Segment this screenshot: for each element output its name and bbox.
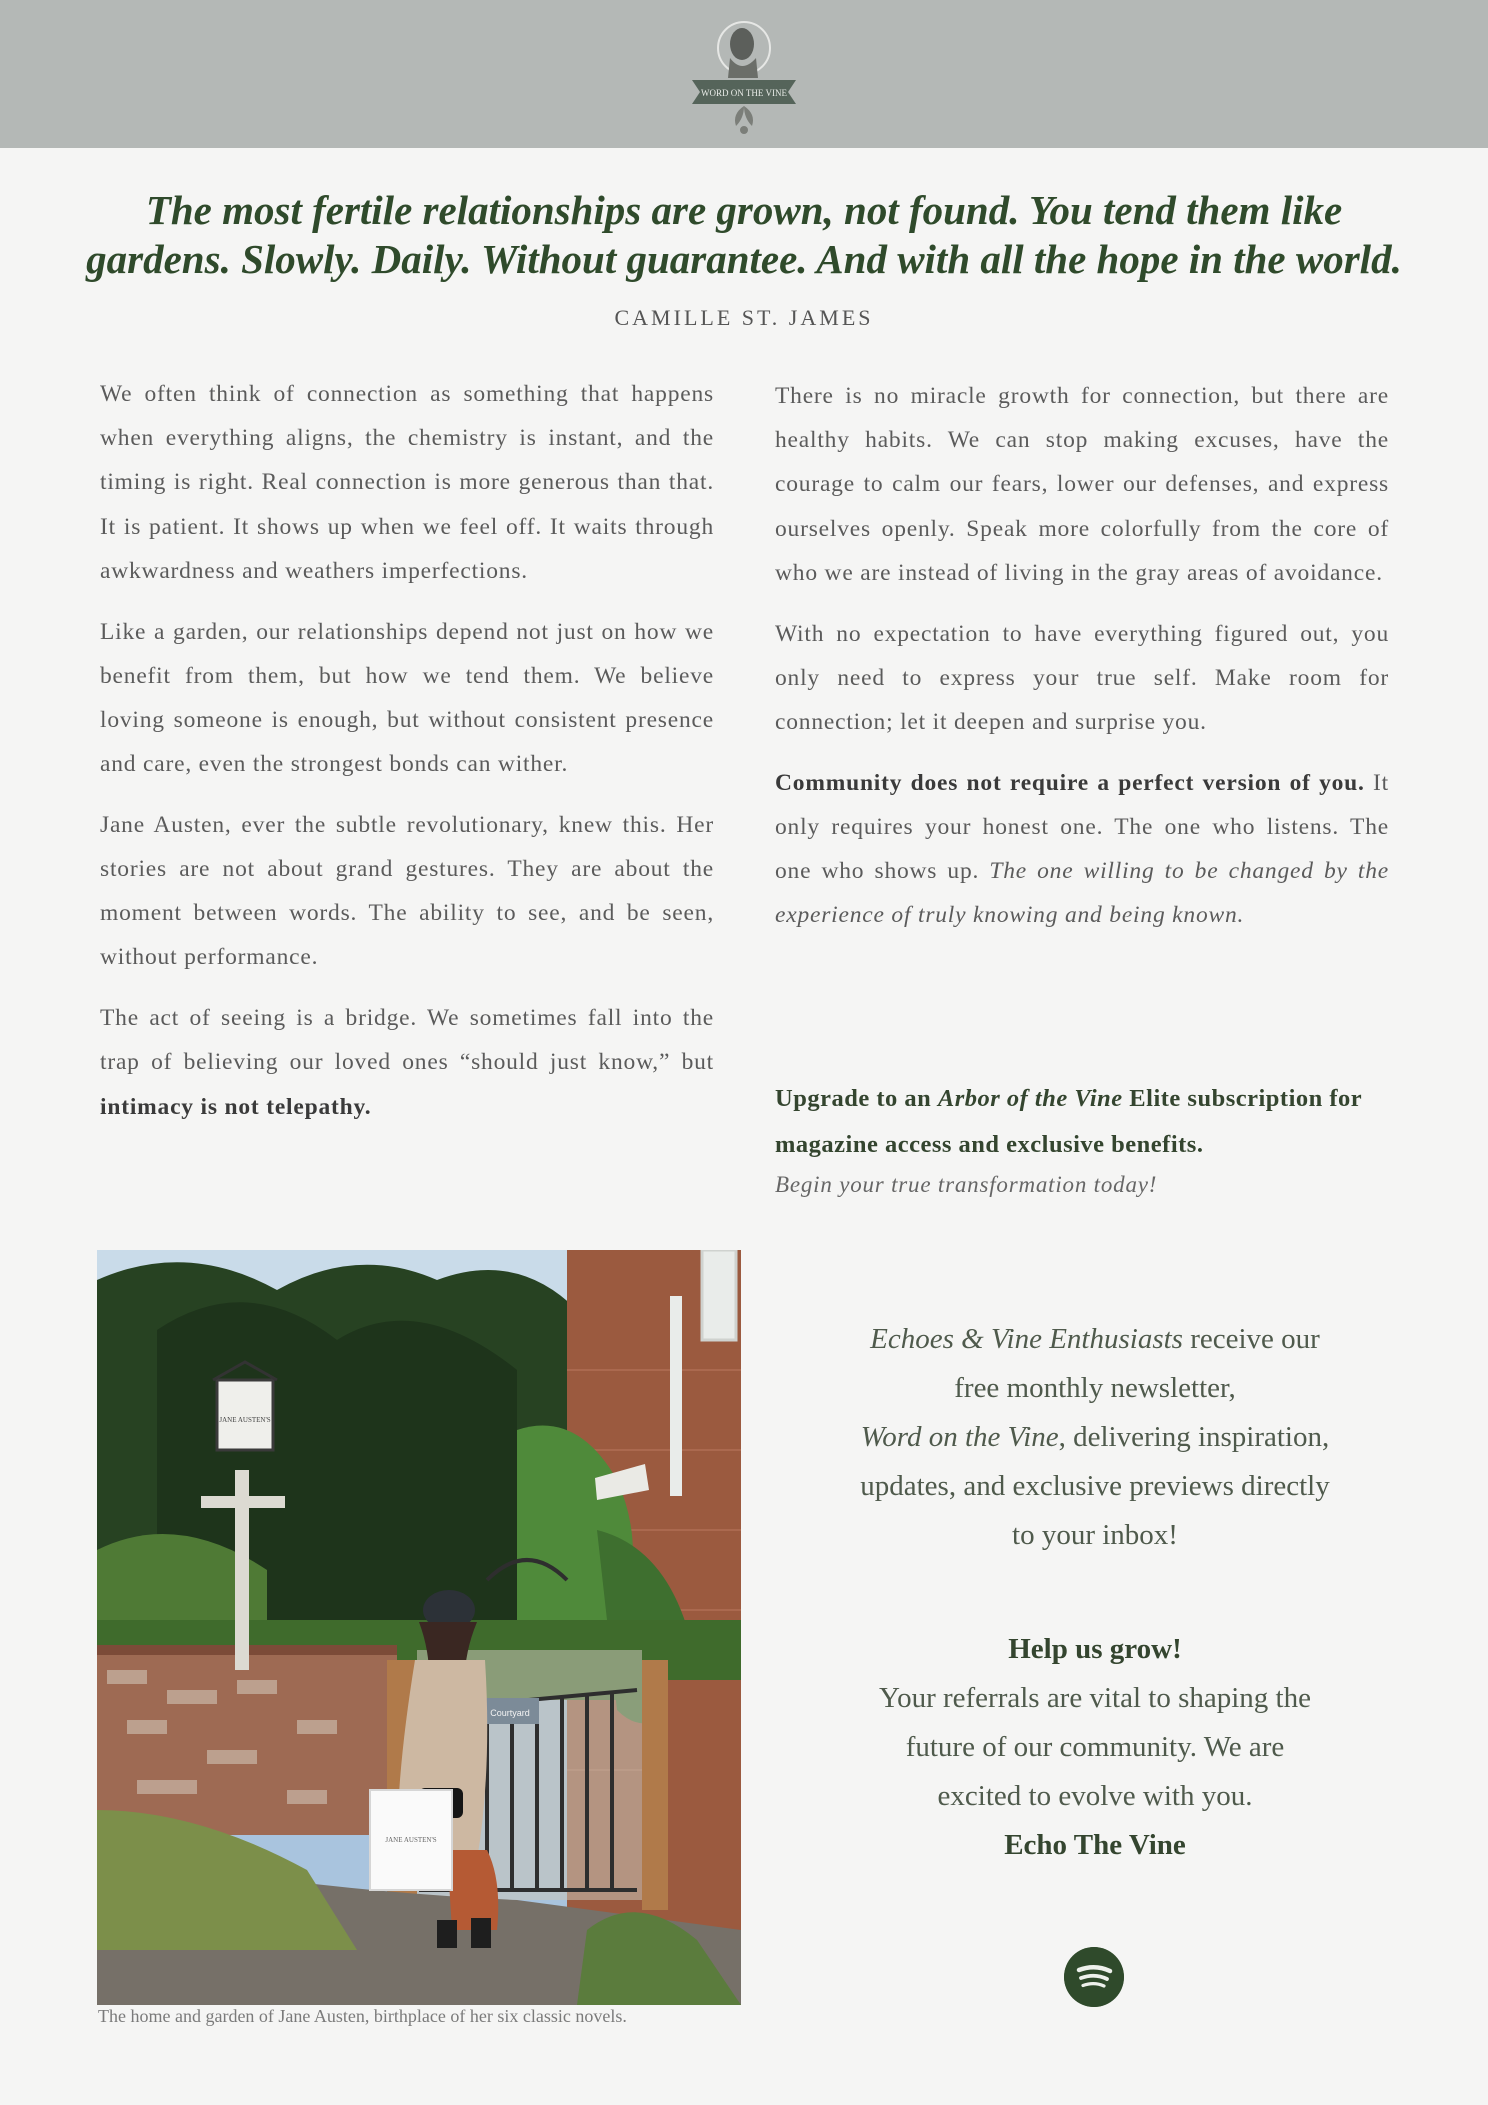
- right-paragraph-3: [775, 761, 1389, 938]
- referral-signature: Echo The Vine: [1004, 1829, 1186, 1861]
- word-on-the-vine-logo: [684, 14, 804, 136]
- upgrade-cta: Begin your true transformation today!: [775, 1172, 1158, 1197]
- newsletter-line-4: updates, and exclusive previews directly: [860, 1470, 1330, 1502]
- referral-line-3: excited to evolve with you.: [937, 1780, 1253, 1812]
- garden-sign-text: JANE AUSTEN'S: [219, 1416, 271, 1424]
- upgrade-subscription-name: Arbor of the Vine: [937, 1085, 1123, 1112]
- newsletter-line-1: [790, 1315, 1400, 1364]
- pull-quote: [60, 186, 1428, 284]
- referral-title: Help us grow!: [1008, 1633, 1182, 1665]
- upgrade-prefix: Upgrade to an: [775, 1085, 938, 1112]
- photo-caption: The home and garden of Jane Austen, birthplace of her six classic novels.: [98, 2006, 627, 2026]
- newsletter-line-2: free monthly newsletter,: [954, 1372, 1236, 1404]
- left-paragraph-1: We often think of connection as something that happens when everything aligns, the chemistry is instant, and the timing is right. Real connection is more generous than that. It is patient. It shows up when we feel off. It waits through awkwardness and weathers imperfections.: [100, 381, 714, 584]
- right-paragraph-1: There is no miracle growth for connection, but there are healthy habits. We can stop making excuses, have the courage to calm our fears, lower our defenses, and express ourselves openly. Speak more colorfully from the core of who we are instead of living in the gray areas of avoidance.: [775, 383, 1389, 586]
- newsletter-line-5: to your inbox!: [1012, 1519, 1178, 1551]
- newsletter-promo: [790, 1315, 1400, 1560]
- referral-line-1: Your referrals are vital to shaping the: [879, 1682, 1311, 1714]
- left-column: [100, 372, 714, 1145]
- left-paragraph-3: Jane Austen, ever the subtle revolutionary, knew this. Her stories are not about grand gestures. They are about the moment between words. The ability to see, and be seen, without performance.: [100, 811, 714, 971]
- garden-photo: [97, 1250, 741, 2005]
- quote-line-1: The most fertile relationships are grown, not found. You tend them like: [145, 187, 1343, 233]
- left-paragraph-4: [100, 996, 714, 1129]
- spotify-icon[interactable]: [1064, 1947, 1124, 2007]
- quote-line-2: gardens. Slowly. Daily. Without guarantee. And with all the hope in the world.: [86, 236, 1402, 282]
- upgrade-suffix: Elite subscription for magazine access and exclusive benefits.: [775, 1085, 1362, 1158]
- right-paragraph-3-italic: The one willing to be changed by the experience of truly knowing and being known.: [775, 858, 1389, 929]
- newsletter-line-3-text: , delivering inspiration,: [1058, 1421, 1330, 1453]
- newsletter-line-1-text: receive our: [1182, 1323, 1320, 1355]
- right-paragraph-3-text: It only requires your honest one. The one who listens. The one who shows up.: [775, 769, 1389, 885]
- quote-author: CAMILLE ST. JAMES: [614, 305, 874, 330]
- upgrade-offer: [775, 1076, 1395, 1168]
- newsletter-line-3: [790, 1413, 1400, 1462]
- gate-sign-text: Courtyard: [490, 1708, 530, 1718]
- left-paragraph-4-text: The act of seeing is a bridge. We sometimes fall into the trap of believing our loved ones “should just know,” but: [100, 1005, 714, 1076]
- referral-line-2: future of our community. We are: [905, 1731, 1285, 1763]
- left-paragraph-2: Like a garden, our relationships depend not just on how we benefit from them, but how we tend them. We believe loving someone is enough, but without consistent presence and care, even the strongest bonds can wither.: [100, 618, 714, 778]
- right-column: [775, 374, 1389, 954]
- right-paragraph-2: With no expectation to have everything figured out, you only need to express your true self. Make room for connection; let it deepen and surprise you.: [775, 620, 1389, 735]
- right-paragraph-3-bold: Community does not require a perfect version of you.: [775, 769, 1365, 796]
- logo-text: WORD ON THE VINE: [701, 88, 787, 98]
- referral-section: [790, 1625, 1400, 1870]
- newsletter-name: Word on the Vine: [860, 1421, 1059, 1453]
- enthusiasts-tier-name: Echoes & Vine Enthusiasts: [870, 1323, 1183, 1355]
- left-paragraph-4-bold: intimacy is not telepathy.: [100, 1093, 372, 1120]
- tote-bag-text: JANE AUSTEN'S: [385, 1836, 437, 1844]
